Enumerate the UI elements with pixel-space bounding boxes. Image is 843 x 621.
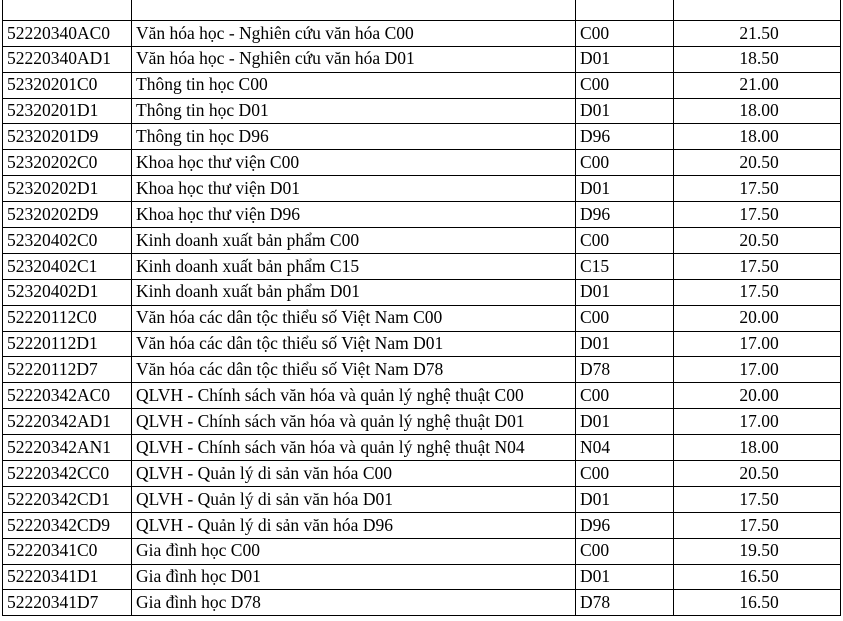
subject-group-cell: D01 [576,409,674,435]
major-code-cell: 52220342AC0 [3,383,132,409]
major-code-cell: 52220341D7 [3,590,132,616]
score-cell: 20.00 [674,383,841,409]
major-code-cell: 52320402C1 [3,253,132,279]
table-row [3,176,841,202]
major-name-cell: QLVH - Chính sách văn hóa và quản lý nghệ thuật N04 [132,435,576,461]
table-row [3,383,841,409]
major-code-cell: 52320201C0 [3,72,132,98]
major-code-cell: 52220342CD9 [3,512,132,538]
major-name-cell: QLVH - Quản lý di sản văn hóa D01 [132,486,576,512]
score-cell: 17.50 [674,176,841,202]
subject-group-cell: D01 [576,331,674,357]
score-cell: 17.50 [674,202,841,228]
subject-group-cell: C00 [576,383,674,409]
table-row [3,72,841,98]
major-code-cell: 52220340AC0 [3,20,132,46]
subject-group-cell: C00 [576,20,674,46]
table-row [3,253,841,279]
major-code-cell: 52220342CC0 [3,461,132,487]
score-cell [674,0,841,20]
score-cell: 18.50 [674,46,841,72]
subject-group-cell: D01 [576,98,674,124]
major-code-cell: 52220342CD1 [3,486,132,512]
table-row [3,124,841,150]
subject-group-cell: D96 [576,202,674,228]
major-name-cell: Gia đình học C00 [132,538,576,564]
major-code-cell: 52320402C0 [3,228,132,254]
major-code-cell: 52320202D1 [3,176,132,202]
major-code-cell [3,0,132,20]
major-code-cell: 52220342AD1 [3,409,132,435]
subject-group-cell: C00 [576,228,674,254]
table-row [3,461,841,487]
major-code-cell: 52320201D1 [3,98,132,124]
table-row [3,150,841,176]
subject-group-cell: D78 [576,357,674,383]
table-row [3,331,841,357]
major-name-cell: Kinh doanh xuất bản phẩm C00 [132,228,576,254]
major-name-cell: Văn hóa các dân tộc thiểu số Việt Nam D78 [132,357,576,383]
major-name-cell: Văn hóa các dân tộc thiểu số Việt Nam D01 [132,331,576,357]
major-name-cell: Kinh doanh xuất bản phẩm C15 [132,253,576,279]
score-cell: 21.00 [674,72,841,98]
subject-group-cell [576,0,674,20]
major-code-cell: 52320402D1 [3,279,132,305]
table-row [3,202,841,228]
subject-group-cell: D96 [576,512,674,538]
major-name-cell: Văn hóa học - Nghiên cứu văn hóa C00 [132,20,576,46]
table-row [3,357,841,383]
table-row [3,228,841,254]
table-row [3,305,841,331]
table-row [3,46,841,72]
score-cell: 19.50 [674,538,841,564]
score-cell: 17.50 [674,279,841,305]
major-name-cell: Thông tin học C00 [132,72,576,98]
major-name-cell: Thông tin học D96 [132,124,576,150]
score-cell: 17.50 [674,486,841,512]
subject-group-cell: D78 [576,590,674,616]
major-code-cell: 52220112C0 [3,305,132,331]
major-code-cell: 52320202D9 [3,202,132,228]
subject-group-cell: C00 [576,72,674,98]
major-code-cell: 52220341C0 [3,538,132,564]
table-body [3,0,841,616]
major-name-cell: QLVH - Quản lý di sản văn hóa C00 [132,461,576,487]
major-code-cell: 52220341D1 [3,564,132,590]
major-name-cell: Văn hóa các dân tộc thiểu số Việt Nam C00 [132,305,576,331]
subject-group-cell: D01 [576,486,674,512]
table-row [3,279,841,305]
table-row [3,409,841,435]
subject-group-cell: C15 [576,253,674,279]
score-cell: 20.50 [674,461,841,487]
major-name-cell: Kinh doanh xuất bản phẩm D01 [132,279,576,305]
subject-group-cell: C00 [576,305,674,331]
table-row [3,486,841,512]
major-name-cell: Văn hóa học - Nghiên cứu văn hóa D01 [132,46,576,72]
major-name-cell: QLVH - Chính sách văn hóa và quản lý nghệ thuật C00 [132,383,576,409]
table-row [3,590,841,616]
subject-group-cell: D01 [576,176,674,202]
score-cell: 18.00 [674,124,841,150]
subject-group-cell: C00 [576,461,674,487]
major-name-cell: Gia đình học D78 [132,590,576,616]
major-code-cell: 52320202C0 [3,150,132,176]
subject-group-cell: N04 [576,435,674,461]
admission-scores-table [2,0,841,616]
table-row [3,0,841,20]
score-cell: 16.50 [674,564,841,590]
major-code-cell: 52320201D9 [3,124,132,150]
major-code-cell: 52220112D1 [3,331,132,357]
subject-group-cell: C00 [576,538,674,564]
score-cell: 17.50 [674,512,841,538]
score-cell: 17.00 [674,357,841,383]
subject-group-cell: C00 [576,150,674,176]
subject-group-cell: D01 [576,46,674,72]
score-cell: 18.00 [674,98,841,124]
major-name-cell: Thông tin học D01 [132,98,576,124]
major-code-cell: 52220112D7 [3,357,132,383]
subject-group-cell: D01 [576,564,674,590]
subject-group-cell: D96 [576,124,674,150]
score-cell: 21.50 [674,20,841,46]
score-cell: 20.50 [674,228,841,254]
major-name-cell [132,0,576,20]
score-cell: 17.00 [674,409,841,435]
score-cell: 17.50 [674,253,841,279]
table-row [3,20,841,46]
major-code-cell: 52220342AN1 [3,435,132,461]
major-code-cell: 52220340AD1 [3,46,132,72]
table-row [3,564,841,590]
major-name-cell: Khoa học thư viện C00 [132,150,576,176]
score-cell: 18.00 [674,435,841,461]
major-name-cell: Gia đình học D01 [132,564,576,590]
table-row [3,435,841,461]
score-cell: 20.00 [674,305,841,331]
subject-group-cell: D01 [576,279,674,305]
major-name-cell: Khoa học thư viện D96 [132,202,576,228]
major-name-cell: Khoa học thư viện D01 [132,176,576,202]
major-name-cell: QLVH - Quản lý di sản văn hóa D96 [132,512,576,538]
table-row [3,98,841,124]
score-cell: 20.50 [674,150,841,176]
major-name-cell: QLVH - Chính sách văn hóa và quản lý nghệ thuật D01 [132,409,576,435]
score-cell: 17.00 [674,331,841,357]
table-row [3,512,841,538]
table-row [3,538,841,564]
score-cell: 16.50 [674,590,841,616]
